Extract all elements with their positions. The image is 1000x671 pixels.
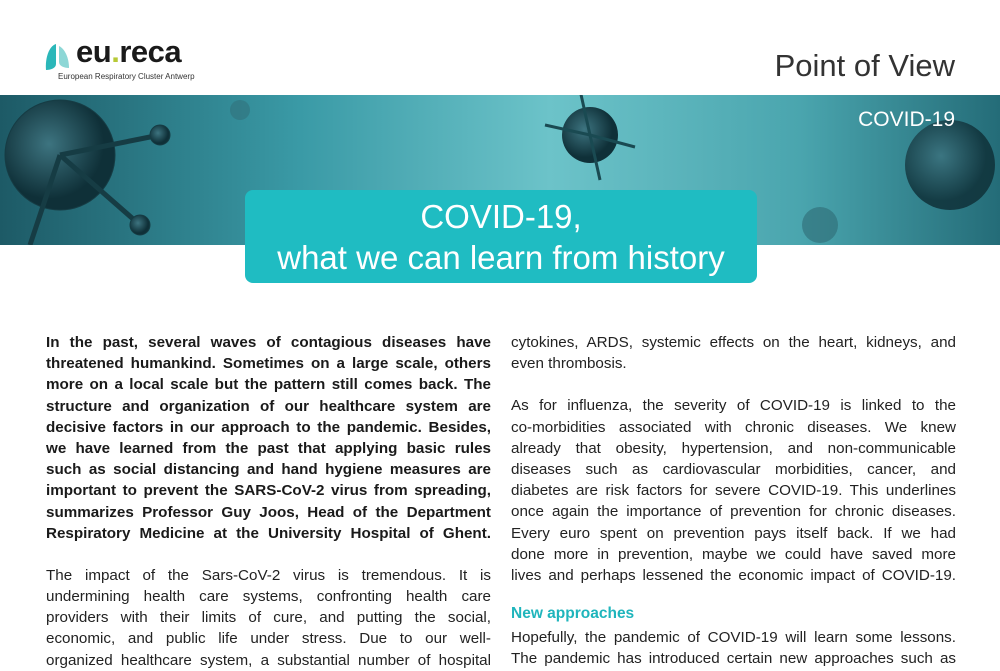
text-line: providers with their limits of cure, and putting the social,	[46, 609, 491, 627]
topic-tag: COVID-19	[858, 108, 955, 131]
text-line: more on a local scale but the pattern still comes back. The	[46, 376, 491, 394]
text-line: diseases such as cardiovascular morbidities, cancer, and	[511, 460, 956, 478]
right-column	[511, 332, 956, 669]
text-line: done more in prevention, maybe we could have saved more	[511, 545, 956, 563]
text-line: co-morbidities associated with chronic diseases. We knew	[511, 418, 956, 436]
text-line: undermining health care systems, confronting health care	[46, 588, 491, 606]
text-line: The pandemic has introduced certain new approaches such as	[511, 650, 956, 668]
text-line: summarizes Professor Guy Joos, Head of the Department	[46, 503, 491, 521]
text-line: Every euro spent on prevention pays itself back. If we had	[511, 524, 956, 542]
text-line: threatened humankind. Sometimes on a large scale, others	[46, 355, 491, 373]
text-line: In the past, several waves of contagious diseases have	[46, 334, 491, 351]
body-paragraph	[511, 332, 956, 374]
text-line: cytokines, ARDS, systemic effects on the heart, kidneys, and	[511, 334, 956, 351]
text-line: once again the importance of prevention for chronic diseases.	[511, 503, 956, 521]
text-line: diabetes are risk factors for severe COVID-19. This underlines	[511, 482, 956, 500]
text-line: such as social distancing and hand hygiene measures are	[46, 461, 491, 479]
text-line: structure and organization of our healthcare system are	[46, 397, 491, 415]
text-line: important to prevent the SARS-CoV-2 virus from spreading,	[46, 482, 491, 500]
title-line-2: what we can learn from history	[277, 239, 725, 276]
logo-wordmark: eu.reca	[76, 34, 182, 69]
title-line-1: COVID-19,	[420, 198, 582, 235]
left-column	[46, 332, 491, 671]
body-paragraph	[511, 627, 956, 669]
section-heading: New approaches	[511, 605, 635, 623]
text-line: economic, and public life under stress. Due to our well-	[46, 630, 491, 648]
text-line: Hopefully, the pandemic of COVID-19 will learn some lessons.	[511, 629, 956, 647]
text-line: The impact of the Sars-CoV-2 virus is tremendous. It is	[46, 566, 491, 584]
text-line: As for influenza, the severity of COVID-19 is linked to the	[511, 397, 956, 415]
text-line: decisive factors in our approach to the pandemic. Besides,	[46, 418, 491, 436]
text-line: already that obesity, hypertension, and non-communicable	[511, 439, 956, 457]
text-line: we have learned from the past that applying basic rules	[46, 439, 491, 457]
body-paragraph	[511, 395, 956, 586]
body-paragraph	[46, 565, 491, 671]
text-line: organized healthcare system, a substantial number of hospital	[46, 651, 491, 669]
intro-paragraph	[46, 332, 491, 544]
text-line: even thrombosis.	[511, 355, 627, 373]
lung-icon	[44, 42, 72, 72]
article-title	[245, 190, 757, 283]
page-title: Point of View	[774, 48, 955, 83]
text-line: Respiratory Medicine at the University Hospital of Ghent.	[46, 524, 491, 542]
text-line: lives and perhaps lessened the economic impact of COVID-19.	[511, 566, 956, 584]
logo-subtitle: European Respiratory Cluster Antwerp	[58, 72, 195, 81]
